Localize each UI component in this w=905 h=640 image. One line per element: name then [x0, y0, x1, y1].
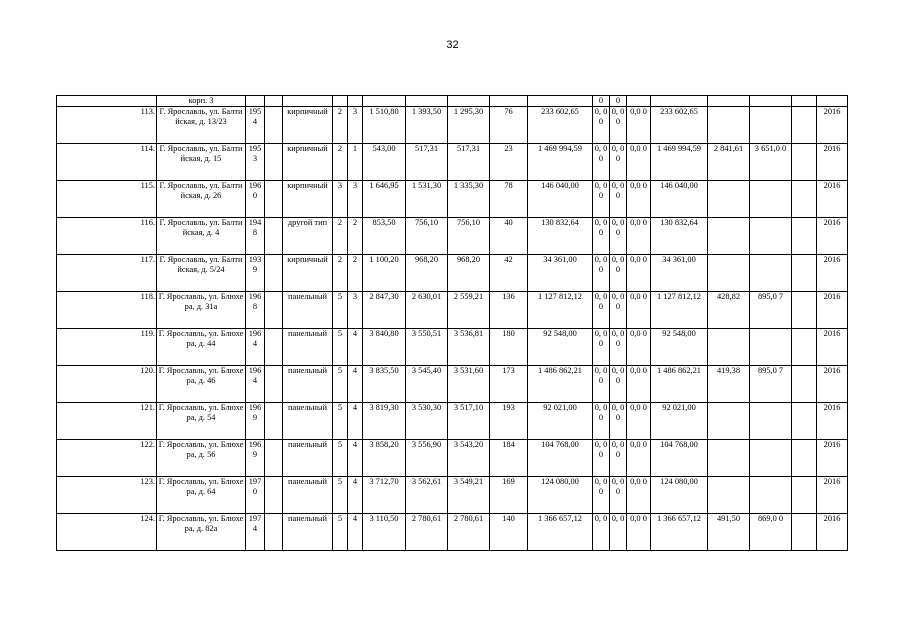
- cell-address: Г. Ярославль, ул. Блюхера, д. 56: [157, 440, 246, 477]
- cell-z3: 0,0 0: [627, 403, 651, 440]
- cell-entrances: 4: [348, 403, 363, 440]
- cell-residents: 78: [490, 181, 528, 218]
- cell-year: 1960: [246, 181, 265, 218]
- cell-z2: 0, 0 0: [610, 181, 627, 218]
- cell-plan-year: 2016: [817, 292, 848, 329]
- cell-entrances: 3: [348, 292, 363, 329]
- cell-number: 117.: [57, 255, 157, 292]
- cell-extra1: 428,82: [708, 292, 750, 329]
- cell-area-living: 1 393,50: [406, 107, 448, 144]
- cell-year: 1974: [246, 514, 265, 551]
- cell-floors: 5: [333, 403, 348, 440]
- cell-empty: [265, 440, 283, 477]
- cell-floors: 5: [333, 440, 348, 477]
- cell-plan-year: 2016: [817, 255, 848, 292]
- cell-area-resident: 756,10: [448, 218, 490, 255]
- cell-floors: 5: [333, 514, 348, 551]
- cell-empty: [265, 107, 283, 144]
- cell-z1: 0, 0 0: [593, 440, 610, 477]
- cell-z3: 0,0 0: [627, 514, 651, 551]
- cell-empty: [792, 292, 817, 329]
- cell-cost: 1 127 812,12: [528, 292, 593, 329]
- cell-cost: 1 486 862,21: [528, 366, 593, 403]
- cell-area-living: 3 530,30: [406, 403, 448, 440]
- cell-residents: 23: [490, 144, 528, 181]
- cell-z2: 0, 0 0: [610, 107, 627, 144]
- cell-z3: 0,0 0: [627, 107, 651, 144]
- cell-extra2: 869,0 0: [750, 514, 792, 551]
- cell-address: Г. Ярославль, ул. Балтийская, д. 5/24: [157, 255, 246, 292]
- cell-material: кирпичный: [283, 107, 333, 144]
- cell-extra1: [708, 218, 750, 255]
- cell-cost-total: 1 366 657,12: [651, 514, 708, 551]
- cell-cost-total: 92 021,00: [651, 403, 708, 440]
- cell-address: Г. Ярославль, ул. Блюхера, д. 44: [157, 329, 246, 366]
- cell-z2: 0, 0 0: [610, 144, 627, 181]
- cell-extra2: 895,0 7: [750, 366, 792, 403]
- cell-floors: 2: [333, 107, 348, 144]
- cell-residents: 76: [490, 107, 528, 144]
- cell-number: 123.: [57, 477, 157, 514]
- cell-residents: 140: [490, 514, 528, 551]
- cell-material: панельный: [283, 440, 333, 477]
- cell-floors: 5: [333, 292, 348, 329]
- cell-residents: 184: [490, 440, 528, 477]
- cell-area-living: 2 630,01: [406, 292, 448, 329]
- cell-z3: 0,0 0: [627, 329, 651, 366]
- cell-z2: 0, 0 0: [610, 292, 627, 329]
- cell-entrances: 3: [348, 181, 363, 218]
- cell-area-living: 968,20: [406, 255, 448, 292]
- cell-empty: [265, 514, 283, 551]
- cell-z3: 0,0 0: [627, 477, 651, 514]
- cell-cost: 1 366 657,12: [528, 514, 593, 551]
- cell-cost: 124 080,00: [528, 477, 593, 514]
- cell-z1: 0, 0 0: [593, 366, 610, 403]
- table-row: [57, 181, 848, 218]
- cell-entrances: 4: [348, 329, 363, 366]
- cell-plan-year: 2016: [817, 107, 848, 144]
- table-row: [57, 218, 848, 255]
- cell-residents: 173: [490, 366, 528, 403]
- cell-extra2: 3 651,0 0: [750, 144, 792, 181]
- cell-area-resident: 3 549,21: [448, 477, 490, 514]
- cell-cost: 146 040,00: [528, 181, 593, 218]
- cell-material: панельный: [283, 403, 333, 440]
- cell-z1: 0, 0 0: [593, 181, 610, 218]
- cell-area-living: 756,10: [406, 218, 448, 255]
- cell-year: 1954: [246, 107, 265, 144]
- cell-area-living: 517,31: [406, 144, 448, 181]
- cell-address: корп. 3: [157, 96, 246, 107]
- table-row: [57, 477, 848, 514]
- cell-extra1: [708, 477, 750, 514]
- cell-extra2: 895,0 7: [750, 292, 792, 329]
- cell-number: 124.: [57, 514, 157, 551]
- cell-address: Г. Ярославль, ул. Блюхера, д. 54: [157, 403, 246, 440]
- cell-extra1: 491,50: [708, 514, 750, 551]
- cell-plan-year: 2016: [817, 329, 848, 366]
- cell-empty: [792, 255, 817, 292]
- cell-extra2: [750, 255, 792, 292]
- cell-number: 122.: [57, 440, 157, 477]
- housing-registry-table: [56, 95, 848, 551]
- table-row: [57, 255, 848, 292]
- cell-z3: 0,0 0: [627, 218, 651, 255]
- cell-area-total: 543,00: [363, 144, 406, 181]
- cell-year: 1964: [246, 366, 265, 403]
- cell-empty: [792, 329, 817, 366]
- cell-number: 119.: [57, 329, 157, 366]
- cell-floors: 5: [333, 329, 348, 366]
- cell-year: 1964: [246, 329, 265, 366]
- cell-extra1: [708, 440, 750, 477]
- cell-extra2: [750, 181, 792, 218]
- cell-empty: [792, 477, 817, 514]
- cell-cost-total: 104 768,00: [651, 440, 708, 477]
- cell-material: кирпичный: [283, 181, 333, 218]
- cell-address: Г. Ярославль, ул. Балтийская, д. 15: [157, 144, 246, 181]
- cell-plan-year: 2016: [817, 218, 848, 255]
- cell-area-resident: 968,20: [448, 255, 490, 292]
- cell-z2: 0, 0 0: [610, 366, 627, 403]
- cell-z3: 0,0 0: [627, 366, 651, 403]
- cell-z1: 0, 0 0: [593, 329, 610, 366]
- cell-z2: 0, 0 0: [610, 329, 627, 366]
- cell-area-total: 3 110,50: [363, 514, 406, 551]
- cell-floors: 2: [333, 144, 348, 181]
- cell-z1: 0, 0 0: [593, 477, 610, 514]
- cell-cost-total: 1 127 812,12: [651, 292, 708, 329]
- cell-cost-total: 130 832,64: [651, 218, 708, 255]
- table-row: [57, 329, 848, 366]
- cell-z2: 0, 0: [610, 514, 627, 551]
- cell-entrances: 4: [348, 366, 363, 403]
- cell-empty: [265, 255, 283, 292]
- cell-area-total: 3 712,70: [363, 477, 406, 514]
- cell-empty: [265, 477, 283, 514]
- cell-entrances: 2: [348, 218, 363, 255]
- cell-area-resident: 2 780,61: [448, 514, 490, 551]
- cell-entrances: 4: [348, 477, 363, 514]
- table-row: [57, 440, 848, 477]
- cell-z3: 0,0 0: [627, 144, 651, 181]
- cell-empty: [265, 403, 283, 440]
- cell-extra1: [708, 181, 750, 218]
- cell-address: Г. Ярославль, ул. Блюхера, д. 31а: [157, 292, 246, 329]
- cell-area-resident: 3 536,81: [448, 329, 490, 366]
- cell-z2: 0, 0 0: [610, 403, 627, 440]
- cell-plan-year: 2016: [817, 403, 848, 440]
- cell-cost-total: 1 486 862,21: [651, 366, 708, 403]
- cell-area-resident: 1 295,30: [448, 107, 490, 144]
- cell-z1: 0, 0 0: [593, 403, 610, 440]
- cell-area-living: 3 550,51: [406, 329, 448, 366]
- cell-address: Г. Ярославль, ул. Балтийская, д. 13/23: [157, 107, 246, 144]
- cell-z3: 0,0 0: [627, 292, 651, 329]
- cell-number: 115.: [57, 181, 157, 218]
- cell-empty: [265, 329, 283, 366]
- cell-cost: 233 602,65: [528, 107, 593, 144]
- cell-cost: 130 832,64: [528, 218, 593, 255]
- cell-area-total: 1 100,20: [363, 255, 406, 292]
- cell-z2: 0, 0 0: [610, 255, 627, 292]
- cell-year: 1969: [246, 403, 265, 440]
- cell-number: 114.: [57, 144, 157, 181]
- cell-extra1: 419,38: [708, 366, 750, 403]
- cell-cost-total: 124 080,00: [651, 477, 708, 514]
- cell-cost: 92 021,00: [528, 403, 593, 440]
- table-row: [57, 366, 848, 403]
- cell-extra1: [708, 403, 750, 440]
- cell-empty: [792, 514, 817, 551]
- cell-area-living: 1 531,30: [406, 181, 448, 218]
- cell-area-total: 2 847,30: [363, 292, 406, 329]
- cell-residents: 169: [490, 477, 528, 514]
- table-row: [57, 403, 848, 440]
- cell-extra1: [708, 255, 750, 292]
- cell-extra2: [750, 329, 792, 366]
- cell-z1: 0, 0: [593, 514, 610, 551]
- table-row: [57, 107, 848, 144]
- cell-area-resident: 2 559,21: [448, 292, 490, 329]
- cell-floors: 2: [333, 218, 348, 255]
- cell-year: 1939: [246, 255, 265, 292]
- cell-entrances: 4: [348, 440, 363, 477]
- cell-z3: 0,0 0: [627, 440, 651, 477]
- cell-plan-year: 2016: [817, 181, 848, 218]
- cell-cost: 1 469 994,59: [528, 144, 593, 181]
- cell-empty: [792, 144, 817, 181]
- cell-area-total: 3 840,80: [363, 329, 406, 366]
- cell-extra1: 2 841,61: [708, 144, 750, 181]
- cell-year: 1948: [246, 218, 265, 255]
- cell-entrances: 4: [348, 514, 363, 551]
- cell-plan-year: 2016: [817, 366, 848, 403]
- cell-area-resident: 517,31: [448, 144, 490, 181]
- cell-material: кирпичный: [283, 255, 333, 292]
- cell-area-total: 853,50: [363, 218, 406, 255]
- cell-z1: 0, 0 0: [593, 255, 610, 292]
- cell-year: 1968: [246, 292, 265, 329]
- cell-number: 121.: [57, 403, 157, 440]
- cell-year: 1970: [246, 477, 265, 514]
- cell-extra2: [750, 218, 792, 255]
- cell-area-total: 1 510,80: [363, 107, 406, 144]
- cell-cost-total: 233 602,65: [651, 107, 708, 144]
- cell-z2: 0: [610, 96, 627, 107]
- cell-material: панельный: [283, 514, 333, 551]
- page-number: 32: [446, 39, 459, 51]
- cell-area-living: 3 556,90: [406, 440, 448, 477]
- cell-cost-total: 1 469 994,59: [651, 144, 708, 181]
- cell-z1: 0: [593, 96, 610, 107]
- cell-floors: 5: [333, 477, 348, 514]
- cell-plan-year: 2016: [817, 514, 848, 551]
- cell-extra2: [750, 107, 792, 144]
- cell-z3: 0,0 0: [627, 181, 651, 218]
- cell-material: панельный: [283, 366, 333, 403]
- cell-empty: [265, 292, 283, 329]
- cell-z1: 0, 0 0: [593, 218, 610, 255]
- cell-entrances: 3: [348, 107, 363, 144]
- cell-residents: 180: [490, 329, 528, 366]
- cell-empty: [792, 181, 817, 218]
- cell-z1: 0, 0 0: [593, 144, 610, 181]
- table-row: [57, 514, 848, 551]
- cell-extra2: [750, 477, 792, 514]
- table-row: [57, 144, 848, 181]
- cell-area-living: 3 545,40: [406, 366, 448, 403]
- cell-area-resident: 3 517,10: [448, 403, 490, 440]
- cell-residents: 40: [490, 218, 528, 255]
- cell-year: 1953: [246, 144, 265, 181]
- cell-entrances: 2: [348, 255, 363, 292]
- cell-number: 118.: [57, 292, 157, 329]
- cell-floors: 3: [333, 181, 348, 218]
- cell-address: Г. Ярославль, ул. Балтийская, д. 4: [157, 218, 246, 255]
- cell-cost: 104 768,00: [528, 440, 593, 477]
- cell-area-total: 3 858,20: [363, 440, 406, 477]
- cell-extra1: [708, 329, 750, 366]
- cell-empty: [792, 403, 817, 440]
- cell-address: Г. Ярославль, ул. Блюхера, д. 82а: [157, 514, 246, 551]
- cell-area-total: 1 646,95: [363, 181, 406, 218]
- cell-area-resident: 3 531,60: [448, 366, 490, 403]
- cell-empty: [792, 440, 817, 477]
- cell-address: Г. Ярославль, ул. Балтийская, д. 26: [157, 181, 246, 218]
- cell-area-living: 3 562,61: [406, 477, 448, 514]
- cell-z1: 0, 0 0: [593, 107, 610, 144]
- cell-year: 1969: [246, 440, 265, 477]
- cell-entrances: 1: [348, 144, 363, 181]
- cell-z2: 0, 0 0: [610, 218, 627, 255]
- cell-empty: [792, 107, 817, 144]
- cell-floors: 5: [333, 366, 348, 403]
- cell-plan-year: 2016: [817, 144, 848, 181]
- cell-area-total: 3 819,30: [363, 403, 406, 440]
- cell-area-resident: 3 543,20: [448, 440, 490, 477]
- cell-floors: 2: [333, 255, 348, 292]
- cell-plan-year: 2016: [817, 477, 848, 514]
- cell-area-resident: 1 335,30: [448, 181, 490, 218]
- cell-cost: 92 548,00: [528, 329, 593, 366]
- cell-empty: [265, 144, 283, 181]
- cell-z2: 0, 0 0: [610, 440, 627, 477]
- cell-material: панельный: [283, 329, 333, 366]
- cell-material: кирпичный: [283, 144, 333, 181]
- cell-plan-year: 2016: [817, 440, 848, 477]
- cell-z2: 0, 0 0: [610, 477, 627, 514]
- cell-number: 116.: [57, 218, 157, 255]
- cell-cost-total: 34 361,00: [651, 255, 708, 292]
- cell-z3: 0,0 0: [627, 255, 651, 292]
- table-row-continuation: [57, 96, 848, 107]
- cell-residents: 42: [490, 255, 528, 292]
- cell-extra1: [708, 107, 750, 144]
- cell-number: 113.: [57, 107, 157, 144]
- cell-empty: [265, 366, 283, 403]
- cell-empty: [792, 366, 817, 403]
- cell-number: 120.: [57, 366, 157, 403]
- cell-material: панельный: [283, 477, 333, 514]
- cell-material: другой тип: [283, 218, 333, 255]
- table-row: [57, 292, 848, 329]
- cell-residents: 136: [490, 292, 528, 329]
- cell-empty: [265, 218, 283, 255]
- cell-address: Г. Ярославль, ул. Блюхера, д. 64: [157, 477, 246, 514]
- cell-area-total: 3 835,50: [363, 366, 406, 403]
- cell-cost: 34 361,00: [528, 255, 593, 292]
- cell-area-living: 2 780,61: [406, 514, 448, 551]
- cell-cost-total: 146 040,00: [651, 181, 708, 218]
- cell-empty: [265, 181, 283, 218]
- cell-residents: 193: [490, 403, 528, 440]
- cell-address: Г. Ярославль, ул. Блюхера, д. 46: [157, 366, 246, 403]
- cell-cost-total: 92 548,00: [651, 329, 708, 366]
- cell-extra2: [750, 403, 792, 440]
- cell-z1: 0, 0 0: [593, 292, 610, 329]
- cell-material: панельный: [283, 292, 333, 329]
- cell-extra2: [750, 440, 792, 477]
- cell-empty: [792, 218, 817, 255]
